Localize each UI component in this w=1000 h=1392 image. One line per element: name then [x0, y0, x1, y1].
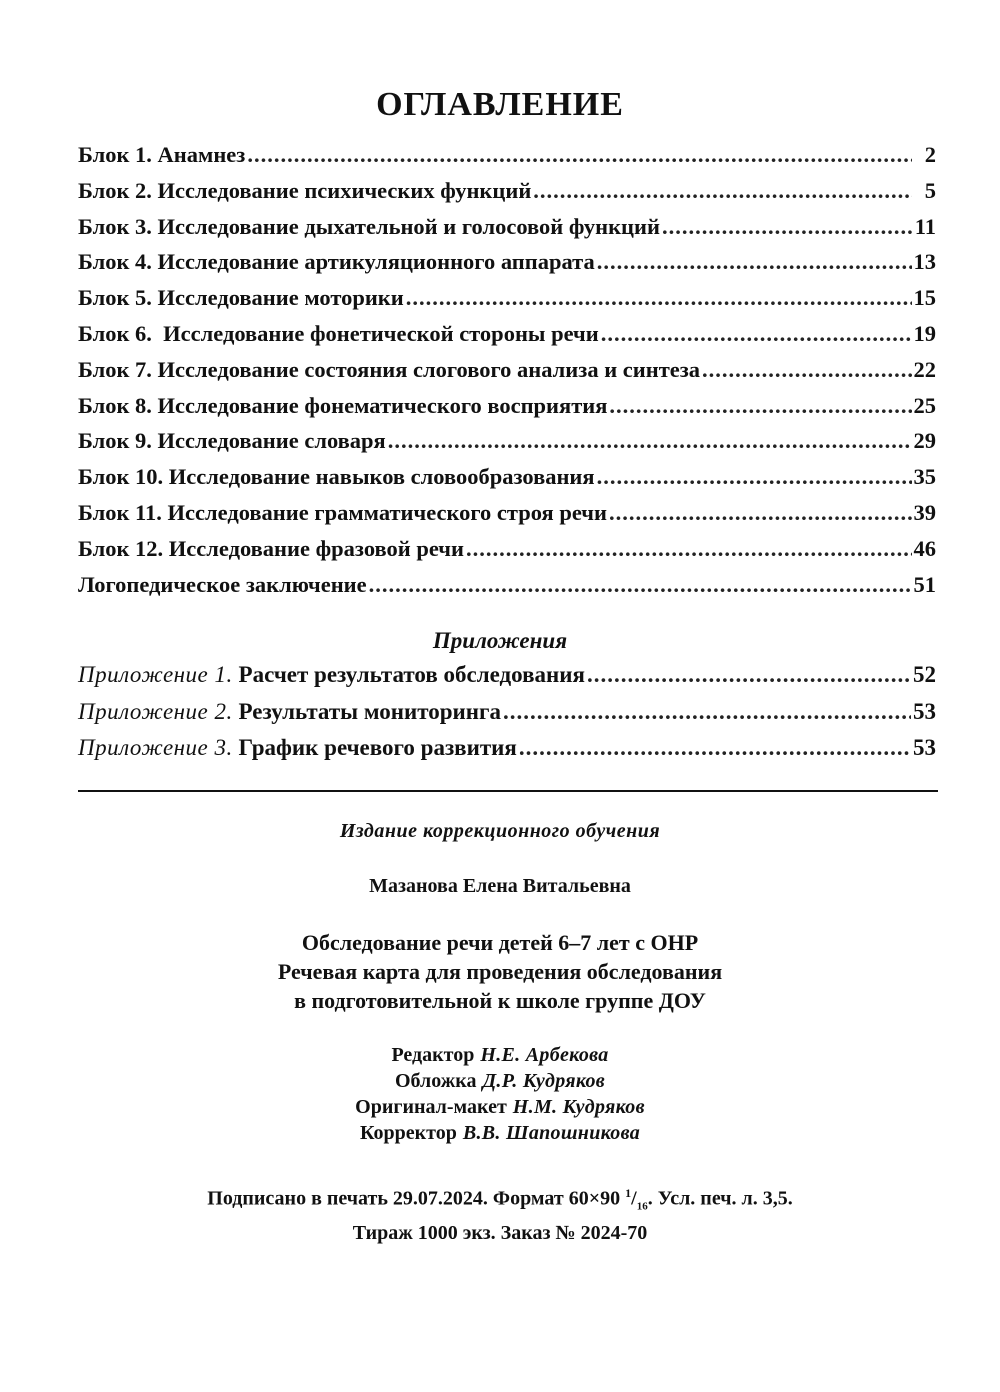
appendix-title: Результаты мониторинга — [238, 698, 501, 724]
appendix-prefix: Приложение 2. — [78, 698, 233, 724]
appendix-prefix: Приложение 1. — [78, 662, 233, 687]
imprint-line-1 — [0, 1180, 1000, 1220]
credit-name: Н.Е. Арбекова — [480, 1044, 609, 1066]
toc-entry-label: Блок 4. Исследование артикуляционного аппарата — [78, 249, 595, 275]
author-name: Мазанова Елена Витальевна — [369, 875, 631, 897]
appendices-list — [78, 662, 936, 772]
format-fraction-numerator: 1 — [625, 1186, 632, 1200]
toc-entry — [78, 214, 936, 250]
appendices-heading: Приложения — [432, 628, 568, 653]
toc-entry-page: 25 — [913, 392, 936, 418]
leader-dots — [533, 178, 912, 204]
appendix-title: Расчет результатов обследования — [238, 662, 585, 687]
toc-entry — [78, 321, 936, 357]
book-subtitle-line: Речевая карта для проведения обследования — [277, 959, 723, 984]
toc-entry-page: 51 — [913, 571, 936, 597]
appendix-entry — [78, 735, 936, 772]
appendix-entry-page: 53 — [913, 698, 936, 724]
credit-line — [0, 1068, 1000, 1094]
toc-entry — [78, 142, 936, 178]
toc-entry-label: Блок 5. Исследование моторики — [78, 285, 404, 311]
toc-entry-page: 11 — [914, 213, 936, 239]
book-title — [0, 928, 1000, 1015]
appendix-entry-label — [78, 662, 585, 688]
toc-entry-page: 22 — [913, 356, 936, 382]
leader-dots — [388, 428, 912, 454]
imprint-text: . Усл. печ. л. 3,5. — [647, 1187, 793, 1210]
credit-name: Д.Р. Кудряков — [482, 1070, 606, 1092]
page-title: ОГЛАВЛЕНИЕ — [376, 86, 624, 123]
leader-dots — [662, 214, 912, 240]
toc-entry-label: Блок 6. Исследование фонетической стороны речи — [78, 320, 599, 346]
format-fraction-denominator: 16 — [636, 1200, 648, 1213]
leader-dots — [597, 464, 912, 490]
credit-role: Корректор — [359, 1122, 457, 1144]
toc-entry — [78, 249, 936, 285]
leader-dots — [406, 285, 912, 311]
toc-entry — [78, 500, 936, 536]
appendix-entry-label — [78, 699, 501, 725]
appendix-entry — [78, 699, 936, 736]
toc-entry-page: 46 — [913, 535, 936, 561]
credit-role: Редактор — [391, 1044, 475, 1066]
credit-name: Н.М. Кудряков — [512, 1096, 645, 1118]
imprint — [0, 1180, 1000, 1246]
leader-dots — [369, 572, 912, 598]
imprint-line-2: Тираж 1000 экз. Заказ № 2024-70 — [352, 1221, 648, 1244]
toc-entry-label: Блок 8. Исследование фонематического восприятия — [78, 392, 608, 418]
leader-dots — [609, 500, 912, 526]
leader-dots — [466, 536, 912, 562]
fraction-slash: / — [631, 1187, 637, 1210]
credit-role: Оригинал-макет — [355, 1096, 507, 1118]
toc-entry-label: Блок 10. Исследование навыков словообразования — [78, 464, 595, 490]
toc-entry-page: 39 — [913, 499, 936, 525]
toc-entry-page: 35 — [913, 464, 936, 490]
leader-dots — [601, 321, 912, 347]
leader-dots — [503, 699, 911, 725]
leader-dots — [609, 393, 911, 419]
leader-dots — [247, 142, 912, 168]
toc-entry — [78, 464, 936, 500]
toc-entry-page: 13 — [913, 249, 936, 275]
toc-entry-page: 19 — [913, 320, 936, 346]
toc-entry — [78, 536, 936, 572]
leader-dots — [519, 735, 911, 761]
toc-entry-label: Блок 7. Исследование состояния слогового анализа и синтеза — [78, 356, 701, 382]
toc-entry-page: 2 — [924, 142, 936, 167]
appendix-prefix: Приложение 3. — [78, 735, 233, 760]
credit-line — [0, 1042, 1000, 1068]
appendix-entry — [78, 662, 936, 699]
credits — [0, 1042, 1000, 1146]
leader-dots — [597, 249, 912, 275]
appendix-title: График речевого развития — [238, 735, 517, 760]
imprint-text: Подписано в печать 29.07.2024. Формат 60×90 — [207, 1187, 626, 1210]
divider — [78, 790, 938, 792]
toc-entry-label: Блок 11. Исследование грамматического строя речи — [78, 499, 607, 525]
credit-role: Обложка — [394, 1070, 477, 1092]
toc-entry — [78, 393, 936, 429]
toc-entry-label: Логопедическое заключение — [78, 571, 367, 597]
toc-entry — [78, 428, 936, 464]
toc-entry-page: 15 — [913, 285, 936, 311]
credit-line — [0, 1120, 1000, 1146]
leader-dots — [702, 357, 911, 383]
toc-entry — [78, 285, 936, 321]
toc-entry-label: Блок 9. Исследование словаря — [78, 428, 386, 454]
toc-entry — [78, 178, 936, 214]
edition-series: Издание коррекционного обучения — [339, 820, 661, 842]
appendix-entry-page: 52 — [913, 662, 936, 687]
book-subtitle-line: в подготовительной к школе группе ДОУ — [294, 988, 706, 1013]
appendix-entry-page: 53 — [913, 735, 936, 760]
toc-entry-label: Блок 1. Анамнез — [78, 142, 246, 167]
toc-entry-label: Блок 3. Исследование дыхательной и голосовой функций — [78, 213, 660, 239]
toc-entry-page: 5 — [924, 177, 936, 203]
credit-name: В.В. Шапошникова — [462, 1122, 641, 1144]
table-of-contents — [78, 142, 936, 607]
toc-entry-page: 29 — [913, 428, 936, 454]
toc-entry-label: Блок 12. Исследование фразовой речи — [78, 535, 464, 561]
toc-entry — [78, 357, 936, 393]
credit-line — [0, 1094, 1000, 1120]
leader-dots — [587, 662, 911, 688]
appendix-entry-label — [78, 735, 517, 761]
toc-entry-label: Блок 2. Исследование психических функций — [78, 177, 532, 203]
toc-entry — [78, 572, 936, 608]
book-title-line: Обследование речи детей 6–7 лет с ОНР — [301, 930, 699, 955]
